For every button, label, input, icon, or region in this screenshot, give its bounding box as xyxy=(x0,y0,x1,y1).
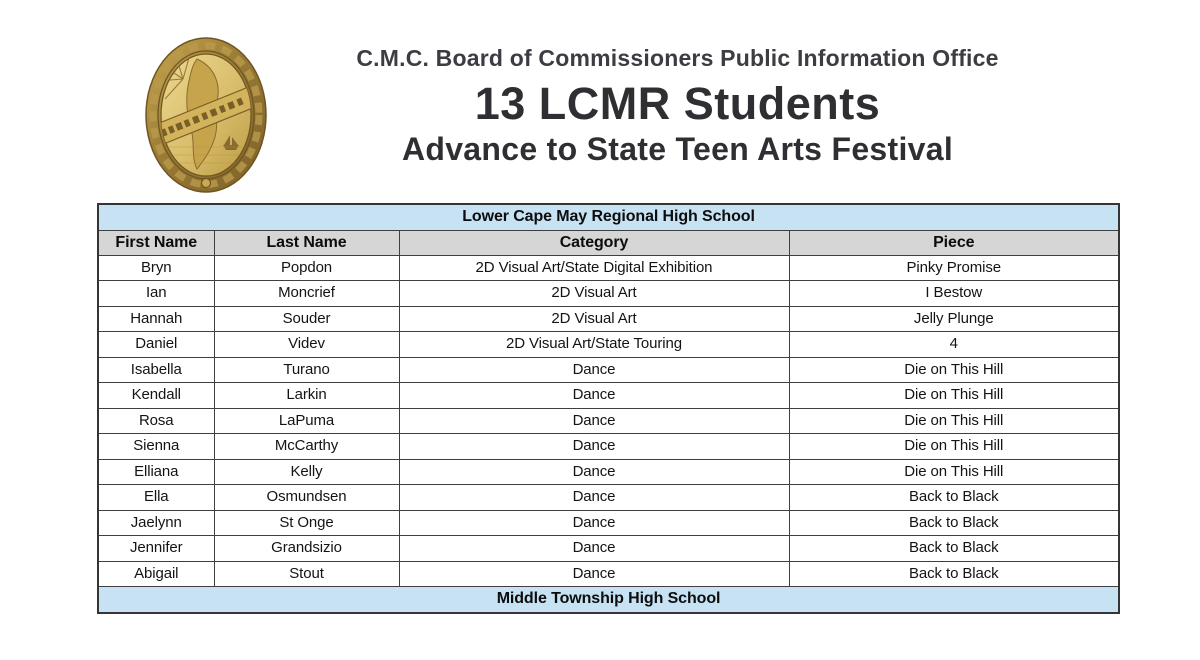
table-cell: Back to Black xyxy=(789,561,1119,587)
table-cell: Pinky Promise xyxy=(789,255,1119,281)
table-row xyxy=(98,434,1119,460)
column-header-piece: Piece xyxy=(789,230,1119,255)
office-line: C.M.C. Board of Commissioners Public Information Office xyxy=(356,45,999,71)
table-cell: Osmundsen xyxy=(214,485,399,511)
table-row xyxy=(98,510,1119,536)
table-cell: Popdon xyxy=(214,255,399,281)
table-cell: Jelly Plunge xyxy=(789,306,1119,332)
table-row xyxy=(98,281,1119,307)
table-cell: 2D Visual Art xyxy=(399,306,789,332)
table-cell: Dance xyxy=(399,434,789,460)
table-cell: Die on This Hill xyxy=(789,408,1119,434)
table-cell: 4 xyxy=(789,332,1119,358)
table-cell: Die on This Hill xyxy=(789,357,1119,383)
table-cell: Hannah xyxy=(98,306,214,332)
table-cell: 2D Visual Art xyxy=(399,281,789,307)
table-cell: Larkin xyxy=(214,383,399,409)
table-cell: I Bestow xyxy=(789,281,1119,307)
column-header-category: Category xyxy=(399,230,789,255)
roster-table-container xyxy=(97,203,1118,614)
table-cell: Back to Black xyxy=(789,510,1119,536)
table-cell: Isabella xyxy=(98,357,214,383)
table-cell: Dance xyxy=(399,561,789,587)
table-cell: Dance xyxy=(399,485,789,511)
school-section-header xyxy=(98,204,1119,230)
table-cell: Back to Black xyxy=(789,485,1119,511)
table-row xyxy=(98,485,1119,511)
school-section-header xyxy=(98,587,1119,613)
table-cell: St Onge xyxy=(214,510,399,536)
table-cell: 2D Visual Art/State Digital Exhibition xyxy=(399,255,789,281)
table-cell: Dance xyxy=(399,383,789,409)
table-cell: Bryn xyxy=(98,255,214,281)
table-row xyxy=(98,383,1119,409)
table-row xyxy=(98,255,1119,281)
table-cell: McCarthy xyxy=(214,434,399,460)
table-cell: Dance xyxy=(399,408,789,434)
page-subtitle: Advance to State Teen Arts Festival xyxy=(401,131,954,167)
county-seal-icon xyxy=(145,37,267,194)
column-header-row xyxy=(98,230,1119,255)
table-cell: Dance xyxy=(399,459,789,485)
table-cell: Dance xyxy=(399,536,789,562)
table-cell: Turano xyxy=(214,357,399,383)
table-cell: Kelly xyxy=(214,459,399,485)
school-section-title: Middle Township High School xyxy=(98,587,1119,613)
table-cell: Ella xyxy=(98,485,214,511)
table-cell: Stout xyxy=(214,561,399,587)
table-cell: Videv xyxy=(214,332,399,358)
table-cell: Rosa xyxy=(98,408,214,434)
school-section-title: Lower Cape May Regional High School xyxy=(98,204,1119,230)
table-cell: Dance xyxy=(399,510,789,536)
table-cell: Die on This Hill xyxy=(789,434,1119,460)
table-cell: Kendall xyxy=(98,383,214,409)
table-row xyxy=(98,332,1119,358)
table-cell: Jennifer xyxy=(98,536,214,562)
table-cell: Jaelynn xyxy=(98,510,214,536)
table-row xyxy=(98,561,1119,587)
header xyxy=(255,44,1100,167)
table-cell: Daniel xyxy=(98,332,214,358)
table-cell: Abigail xyxy=(98,561,214,587)
page-title: 13 LCMR Students xyxy=(474,77,881,129)
table-cell: Die on This Hill xyxy=(789,383,1119,409)
table-cell: 2D Visual Art/State Touring xyxy=(399,332,789,358)
table-cell: Back to Black xyxy=(789,536,1119,562)
table-cell: Souder xyxy=(214,306,399,332)
table-body xyxy=(98,255,1119,587)
table-row xyxy=(98,459,1119,485)
table-cell: Grandsizio xyxy=(214,536,399,562)
students-roster-table xyxy=(97,203,1120,614)
table-row xyxy=(98,357,1119,383)
table-row xyxy=(98,306,1119,332)
table-cell: Ian xyxy=(98,281,214,307)
table-cell: Die on This Hill xyxy=(789,459,1119,485)
table-cell: Elliana xyxy=(98,459,214,485)
table-cell: LaPuma xyxy=(214,408,399,434)
column-header-last-name: Last Name xyxy=(214,230,399,255)
table-cell: Sienna xyxy=(98,434,214,460)
table-cell: Dance xyxy=(399,357,789,383)
table-row xyxy=(98,536,1119,562)
column-header-first-name: First Name xyxy=(98,230,214,255)
table-cell: Moncrief xyxy=(214,281,399,307)
table-row xyxy=(98,408,1119,434)
